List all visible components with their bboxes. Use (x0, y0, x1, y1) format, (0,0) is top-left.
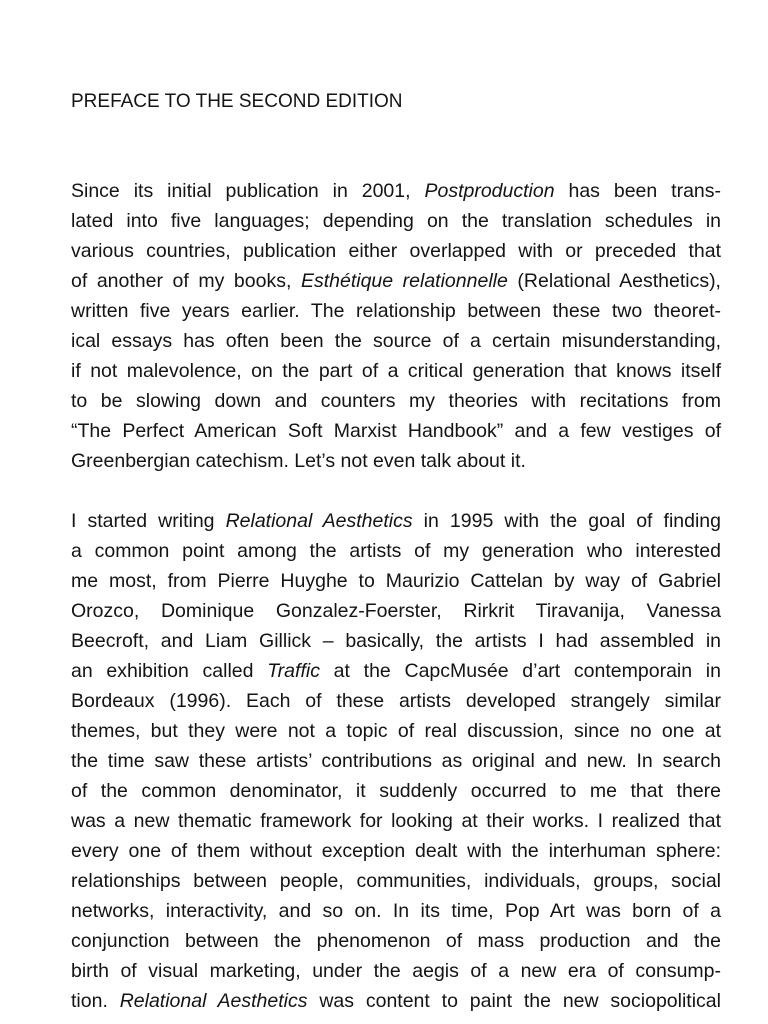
text-segment: an exhibition called (71, 660, 268, 682)
italic-title: Relational Aesthetics (225, 510, 413, 532)
text-segment: every one of them without exception dealt with the interhuman sphere: (71, 840, 721, 862)
text-segment: (Relational Aesthetics), (507, 270, 721, 292)
text-segment: I started writing (71, 510, 226, 532)
text-line (71, 566, 721, 596)
text-line (71, 506, 721, 536)
paragraph-1 (71, 176, 721, 476)
text-segment: birth of visual marketing, under the aegis of a new era of consump- (71, 960, 721, 982)
italic-title: Postproduction (424, 180, 555, 202)
text-segment: of the common denominator, it suddenly occurred to me that there (71, 780, 721, 802)
text-segment: has been trans- (554, 180, 721, 202)
text-segment: in 1995 with the goal of finding (412, 510, 722, 532)
text-segment: Beecroft, and Liam Gillick – basically, the artists I had assembled in (71, 630, 721, 652)
text-segment: various countries, publication either overlapped with or preceded that (71, 240, 721, 262)
text-line (71, 296, 721, 326)
text-segment: relationships between people, communities, individuals, groups, social (71, 870, 721, 892)
text-line (71, 206, 721, 236)
text-line (71, 176, 721, 206)
page-title: PREFACE TO THE SECOND EDITION (71, 91, 403, 112)
text-line (71, 866, 721, 896)
text-segment: if not malevolence, on the part of a critical generation that knows itself (71, 360, 721, 382)
text-line (71, 266, 721, 296)
italic-title: Esthétique relationnelle (300, 270, 508, 292)
text-line (71, 956, 721, 986)
text-segment: ical essays has often been the source of a certain misunderstanding, (71, 330, 721, 352)
text-segment: written five years earlier. The relationship between these two theoret- (71, 300, 721, 322)
text-segment: tion. (71, 990, 120, 1012)
text-segment: me most, from Pierre Huyghe to Maurizio Cattelan by way of Gabriel (71, 570, 721, 592)
text-segment: Orozco, Dominique Gonzalez-Foerster, Rirkrit Tiravanija, Vanessa (71, 600, 721, 622)
text-line (71, 716, 721, 746)
text-line (71, 836, 721, 866)
text-line (71, 536, 721, 566)
text-segment: Since its initial publication in 2001, (71, 180, 425, 202)
text-segment: Greenbergian catechism. Let’s not even talk about it. (71, 450, 526, 472)
text-segment: a common point among the artists of my generation who interested (71, 540, 721, 562)
text-segment: networks, interactivity, and so on. In its time, Pop Art was born of a (71, 900, 721, 922)
text-line (71, 746, 721, 776)
text-line (71, 926, 721, 956)
text-segment: Bordeaux (1996). Each of these artists developed strangely similar (71, 690, 721, 712)
italic-title: Traffic (267, 660, 320, 682)
text-line (71, 596, 721, 626)
text-segment: themes, but they were not a topic of real discussion, since no one at (71, 720, 721, 742)
text-line (71, 416, 721, 446)
text-segment: to be slowing down and counters my theories with recitations from (71, 390, 721, 412)
italic-title: Relational Aesthetics (119, 990, 308, 1012)
text-line (71, 656, 721, 686)
text-line (71, 326, 721, 356)
text-segment: the time saw these artists’ contributions as original and new. In search (71, 750, 721, 772)
text-segment: of another of my books, (71, 270, 301, 292)
text-segment: was a new thematic framework for looking at their works. I realized that (71, 810, 721, 832)
text-segment: “The Perfect American Soft Marxist Handbook” and a few vestiges of (71, 420, 721, 442)
text-line (71, 626, 721, 656)
text-line (71, 386, 721, 416)
text-line (71, 236, 721, 266)
text-line (71, 446, 721, 476)
text-line (71, 896, 721, 926)
text-line (71, 806, 721, 836)
text-segment: at the CapcMusée d’art contemporain in (319, 660, 721, 682)
text-line (71, 776, 721, 806)
text-segment: conjunction between the phenomenon of mass production and the (71, 930, 721, 952)
text-line (71, 686, 721, 716)
text-segment: was content to paint the new sociopolitical (307, 990, 721, 1012)
text-segment: lated into five languages; depending on the translation schedules in (71, 210, 721, 232)
paragraph-2 (71, 506, 721, 1016)
text-line (71, 356, 721, 386)
text-line (71, 986, 721, 1016)
